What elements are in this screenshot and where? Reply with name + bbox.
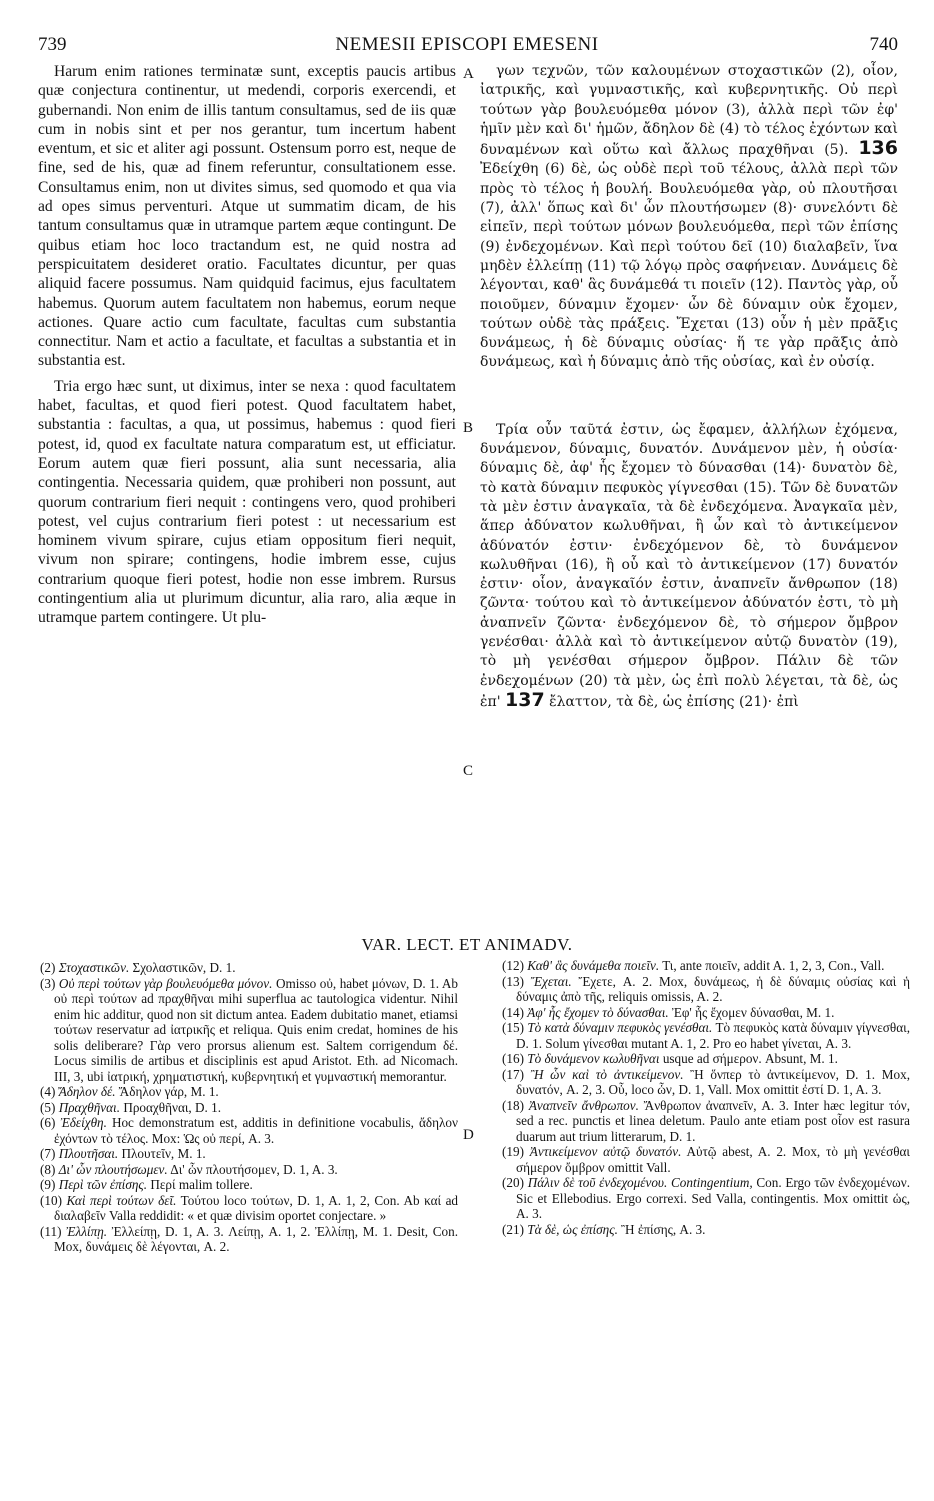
note-number: (20) [502,1175,524,1190]
note-lemma: Τὸ δυνάμενον κωλυθῆναι [527,1051,660,1066]
running-header [0,34,934,58]
note-lemma: Οὐ περὶ τούτων γὰρ βουλευόμεθα μόνον. [58,975,273,991]
note-item [500,1067,910,1098]
note-number: (17) [502,1066,524,1082]
page-number-right: 740 [869,34,898,55]
note-number: (6) [40,1115,56,1130]
note-text: Σχολαστικῶν, D. 1. [132,960,236,975]
note-text: Ἄνθρωπον ἀναπνεῖν, A. 3. Inter hæc legitur τόν, sed a rec. punctis et linea deletum. Paulo ante etiam post οἷον est rasura duarum aut trium litterarum, D. 1. [516,1097,911,1144]
note-text: Τι, ante ποιεῖν, addit A. 1, 2, 3, Con., Vall. [662,958,885,973]
note-text: Δι' ὧν πλουτήσομεν, D. 1, A. 3. [170,1161,338,1177]
folio-number-137: 137 [505,688,545,711]
greek-column [480,62,898,712]
note-lemma: Ἔχεται. [530,973,572,989]
note-item [38,1084,458,1100]
greek-paragraph-2 [480,421,898,712]
note-number: (21) [502,1221,524,1237]
note-lemma: Ἀφ' ἧς ἔχομεν τὸ δύνασθαι. [527,1004,669,1020]
note-item [38,1224,458,1255]
note-lemma: Καθ' ἃς δυνάμεθα ποιεῖν. [527,958,660,973]
notes-left-column [38,960,458,1255]
note-text: Προαχθῆναι, D. 1. [123,1099,222,1115]
note-number: (8) [40,1161,56,1177]
note-text: Ἔχετε, A. 2. Mox, δυνάμεως, ἡ δὲ δύναμις οὐσίας καὶ ἡ δύναμις ἀπὸ τῆς, reliquis omissis, A. 2. [516,973,911,1004]
note-text: Πλουτεῖν, M. 1. [121,1146,206,1161]
note-number: (11) [40,1223,62,1239]
note-lemma: Τὰ δὲ, ὡς ἐπίσης. [527,1221,618,1237]
note-item [38,1146,458,1162]
running-title: NEMESII EPISCOPI EMESENI [335,34,599,55]
note-number: (4) [40,1084,56,1099]
note-text: Τούτου loco τούτων, D. 1, A. 1, 2, Con. Ab καί ad διαλαβεῖν Valla reddidit: « et quæ divisim oportet conjectare. » [54,1192,459,1223]
note-item [38,976,458,1085]
note-lemma: Πλουτῆσαι. [58,1146,119,1161]
note-text: Ἄδηλον γάρ, M. 1. [118,1084,219,1099]
note-item [38,1115,458,1146]
note-text: usque ad σήμερον. Absunt, M. 1. [662,1051,838,1066]
greek-text-2b: ἔλαττον, τὰ δὲ, ὡς ἐπίσης (21)· ἐπὶ [549,693,799,710]
note-lemma: Ἀντικείμενον αὐτῷ δυνατόν. [529,1144,682,1159]
note-lemma: Πραχθῆναι. [58,1099,121,1115]
note-number: (18) [502,1097,524,1113]
margin-letter-c: C [463,763,474,779]
note-text: Con. Ergo τῶν ἐνδεχομένων. Sic et Ellebodius. Ergo correxi. Sed Valla, contingentis. Mox omittit ὡς, A. 3. [516,1175,910,1221]
notes-right-column [500,958,910,1237]
note-item [38,1100,458,1116]
note-item [38,1177,458,1193]
note-number: (15) [502,1020,524,1035]
note-lemma: Ἀναπνεῖν ἄνθρωπον. [528,1097,639,1113]
note-number: (13) [502,973,524,989]
note-lemma: Δι' ὧν πλουτήσωμεν. [58,1161,168,1177]
latin-column [38,62,456,628]
note-text: Περί malim tollere. [150,1177,253,1192]
note-item [500,1175,910,1222]
note-number: (3) [40,975,56,991]
note-item [500,1020,910,1051]
margin-letter-b: B [463,420,474,436]
note-text: Hoc demonstratum est, additis in definitione vocabulis, ἄδηλον ἐχόντων τὸ τέλος. Mox: Ὡς οὐ περί, A. 3. [54,1115,458,1146]
latin-paragraph-2: Tria ergo hæc sunt, ut diximus, inter se nexa : quod facultatem habet, facultas, et quod fieri potest. Quod facultatem habet, substantia : facultas, a qua, ut possimus, habemus : quod fieri potest, id, quod ex facultate natura comparatum est, ut efficiatur. Eorum autem quæ fieri possunt, alia sunt necessaria, alia contingentia. Necessaria quidem, quæ prohiberi non possunt, aut quorum contrarium fieri nequit : contingens vero, quod prohiberi potest, vel cujus contrarium fieri potest : ut necessarium est hominem vivum spirare, cujus etiam oppositum fieri nequit, vivum non spirare; contingens, hodie imbrem esse, cujus contrarium quoque fieri potest, hodie non esse imbrem. Rursus contingentium alia ut plurimum dicuntur, alia raro, alia æque in utramque partem contingere. Ut plu- [38,377,456,627]
note-item [500,1051,910,1067]
note-item [38,1162,458,1178]
note-number: (9) [40,1177,56,1192]
note-text: Ἐφ' ἧς ἔχομεν δύνασθαι, M. 1. [671,1004,835,1020]
note-number: (2) [40,960,56,975]
note-lemma: Καὶ περὶ τούτων δεῖ. [66,1192,177,1208]
note-number: (7) [40,1146,56,1161]
note-item [500,1222,910,1238]
note-item [38,1193,458,1224]
note-lemma: Τὸ κατὰ δύναμιν πεφυκὸς γενέσθαι. [527,1020,713,1035]
greek-text-1a: γων τεχνῶν, τῶν καλουμένων στοχαστικῶν (2), οἷον, ἰατρικῆς, καὶ γυμναστικῆς, καὶ κυβερνητικῆς. Οὐ περὶ τούτων γὰρ βουλευόμεθα μόνον (3), ἀλλὰ περὶ τῶν ἐφ' ἡμῖν μὲν καὶ δι' ἡμῶν, ἄδηλον δὲ (4) τὸ τέλος ἐχόντων καὶ δυναμένων καὶ οὕτω καὶ ἄλλως πραχθῆναι (5). [480,63,898,159]
note-text: Αὐτῷ abest, A. 2. Mox, τὸ μὴ γενέσθαι σήμερον ὄμβρον omittit Vall. [516,1144,910,1175]
note-item [500,1098,910,1145]
note-lemma: Περὶ τῶν ἐπίσης. [58,1177,148,1192]
section-title: VAR. LECT. ET ANIMADV. [361,935,573,954]
note-number: (10) [40,1192,62,1208]
greek-text-1b: Ἐδείχθη (6) δὲ, ὡς οὐδὲ περὶ τοῦ τέλους, ἀλλὰ περὶ τῶν πρὸς τὸ τέλος ἡ βουλή. Βουλευόμεθα γὰρ, οὐ πλουτῆσαι (7), ἀλλ' ὅπως καὶ δι' ὧν πλουτήσωμεν (8)· συνελόντι δὲ εἰπεῖν, περὶ τούτων μόνων βουλευόμεθα, περὶ τῶν ἐπίσης (9) ἐνδεχομένων. Καὶ περὶ τούτου δεῖ (10) διαλαβεῖν, ἵνα μηδὲν ἐλλείπῃ (11) τῷ λόγῳ πρὸς σαφήνειαν. Δυνάμεις δὲ λέγονται, καθ' ἃς δυνάμεθά τι ποιεῖν (12). Παντὸς γὰρ, οὗ ποιοῦμεν, δύναμιν ἔχομεν· ὧν δὲ δύναμιν οὐκ ἔχομεν, τούτων οὐδὲ τὰς πράξεις. Ἔχεται (13) οὖν ἡ μὲν πρᾶξις δυνάμεως, ἡ δὲ δύναμις οὐσίας· ἥ τε γὰρ πρᾶξις ἀπὸ δυνάμεως, καὶ ἡ δύναμις ἀπὸ τῆς οὐσίας, καὶ ἐν οὐσίᾳ. [480,161,898,371]
note-item [500,958,910,974]
note-number: (12) [502,958,524,973]
note-number: (14) [502,1004,524,1020]
note-lemma: Πάλιν δὲ τοῦ ἐνδεχομένου. Contingentium, [527,1175,753,1190]
note-number: (19) [502,1144,524,1159]
note-item [38,960,458,976]
folio-number-136: 136 [858,137,898,160]
greek-text-2a: Τρία οὖν ταῦτά ἐστιν, ὡς ἔφαμεν, ἀλλήλων ἐχόμενα, δυνάμενον, δύναμις, δυνατόν. Δυνάμενον μὲν, ἡ οὐσία· δύναμις δὲ, ἀφ' ἧς ἔχομεν τὸ δύνασθαι (14)· δυνατὸν δὲ, τὸ κατὰ δύναμιν πεφυκὸς γίγνεσθαι (15). Τῶν δὲ δυνατῶν τὰ μὲν ἐστιν ἀναγκαῖα, τὰ δὲ ἐνδεχόμενα. Ἀναγκαῖα μὲν, ἅπερ ἀδύνατον κωλυθῆναι, ἢ ὧν καὶ τὸ ἀντικείμενον ἀδύνατόν ἐστιν· ἐνδεχόμενον δὲ, τὸ δυνάμενον κωλυθῆναι (16), ἢ οὗ καὶ τὸ ἀντικείμενον (17) δυνατόν ἐστιν· οἷον, ἀναγκαῖόν ἐστιν, ἀναπνεῖν ἄνθρωπον (18) ζῶντα· τούτου καὶ τὸ ἀντικείμενον ἀδύνατόν ἐστι, τὸ μὴ ἀναπνεῖν ζῶντα· ἐνδεχόμενον δὲ, τὸ σήμερον ὄμβρον γενέσθαι· ἀλλὰ καὶ τὸ ἀντικείμενον αὐτῷ δυνατὸν (19), τὸ μὴ γενέσθαι σήμερον ὄμβρον. Πάλιν δὲ τῶν ἐνδεχομένων (20) τὰ μὲν, ὡς ἐπὶ πολὺ λέγεται, τὰ δὲ, ὡς ἐπ' [480,421,898,710]
note-number: (5) [40,1099,56,1115]
greek-paragraph-1 [480,62,898,373]
latin-paragraph-1: Harum enim rationes terminatæ sunt, exceptis paucis artibus quæ conjectura continentur, ut medendi, corporis exercendi, et gubernandi. Non enim de illis tantum consultamus, sed de iis quæ cum in nobis sint et per nos gerantur, tum incertum habent eventum, et sic et aliter agi possunt. Ostensum porro est, neque de fine, sed de his, quæ ad finem referuntur, consultationem esse. Consultamus enim, non ut divites simus, sed quomodo et qua via ad opes simus perventuri. Atque ut summatim dicam, de his tantum consultamus quæ in utramque partem æque contingunt. De quibus etiam hoc loco tractandum est, ne quid nostra ad perspicuitatem desideret oratio. Facultates dicuntur, per quas aliquid facere possumus. Nam quidquid facimus, ejus facultatem habemus. Quorum autem facultatem non habemus, eorum neque actiones. Quare actio cum facultate, facultas cum substantia connectitur. Nam et actio a facultate, et facultas a substantia et in substantia est. [38,63,456,370]
note-lemma: Ἢ ὧν καὶ τὸ ἀντικείμενον. [530,1066,684,1082]
note-item [500,1144,910,1175]
note-item [500,1005,910,1021]
note-text: Ἐλλείπῃ, D. 1, A. 3. Λείπῃ, A. 1, 2. Ἐλλίπῃ, M. 1. Desit, Con. Mox, δυνάμεις δὲ λέγονται, A. 2. [54,1223,459,1254]
note-text: Omisso οὐ, habet μόνων, D. 1. Ab οὐ περὶ τούτων ad πραχθῆναι mihi superflua ac tautologica videntur. Nihil enim hic additur, quod non sit dictum antea. Eadem dubitatio manet, etiamsi τούτων reservatur ad ἰατρικῆς et reliqua. Quis enim credat, homines de his solis deliberare? Γὰρ vero prorsus alienum est. Saltem corrigendum δέ. Locus similis de artibus et disciplinis est apud Aristot. Eth. ad Nicomach. III, 3, ubi ἰατρική, χρηματιστική, κυβερνητική et γυμναστική memorantur. [54,975,459,1084]
note-lemma: Ἐδείχθη. [60,1115,107,1130]
margin-letter-d: D [463,1127,474,1143]
note-item [500,974,910,1005]
note-lemma: Ἐλλίπῃ. [66,1223,108,1239]
note-text: Ἢ ἐπίσης, A. 3. [621,1221,706,1237]
note-number: (16) [502,1051,524,1066]
margin-letter-a: A [463,66,474,82]
note-lemma: Στοχαστικῶν. [58,960,130,975]
note-text: Τὸ πεφυκὸς κατὰ δύναμιν γίγνεσθαι, D. 1. Solum γίνεσθαι mutant A. 1, 2. Pro eo habet γίνεται, A. 3. [516,1020,910,1051]
note-text: Ἢ ὅνπερ τὸ ἀντικείμενον, D. 1. Mox, δυνατόν, A. 2, 3. Οὗ, loco ὧν, D. 1, Vall. Mox omittit ἐστί D. 1, A. 3. [516,1066,911,1097]
page-number-left: 739 [38,34,67,55]
note-lemma: Ἄδηλον δέ. [58,1084,116,1099]
